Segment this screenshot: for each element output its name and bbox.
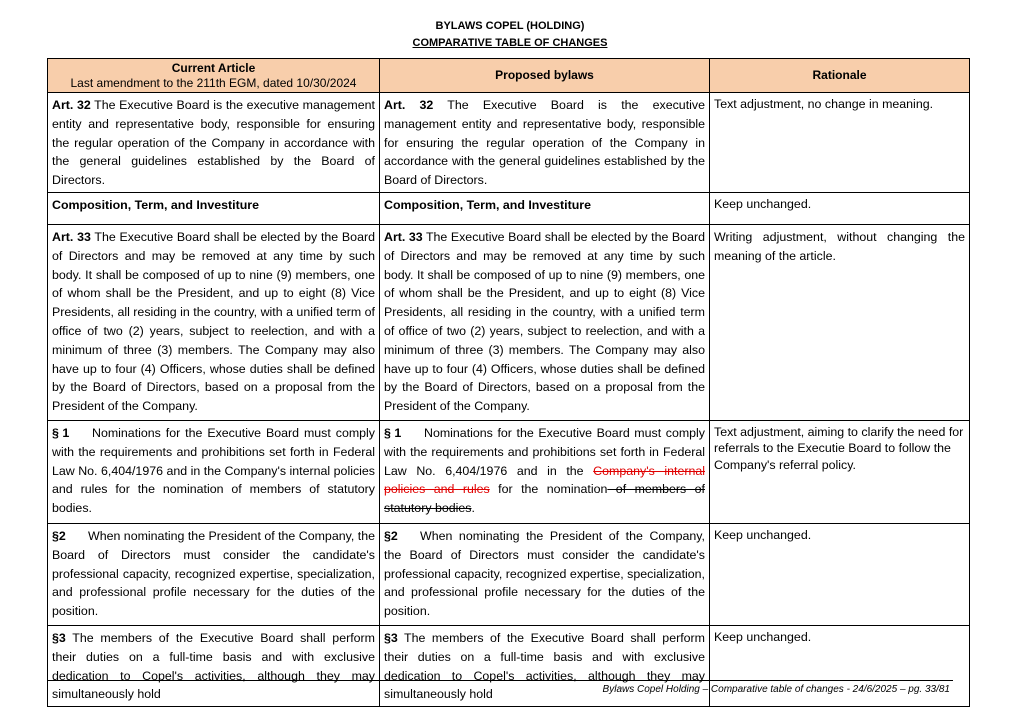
table-row <box>48 192 970 224</box>
rationale-cell: Keep unchanged. <box>710 625 970 706</box>
proposed-cell: §2 When nominating the President of the Company, the Board of Directors must consider the candidate's professional capacity, recognized expertise, specialization, and professional profile necessary for the duties of the position. <box>380 523 710 625</box>
header-current-article <box>48 59 380 93</box>
rationale-cell: Keep unchanged. <box>710 523 970 625</box>
current-cell: §3 The members of the Executive Board shall perform their duties on a full-time basis and with exclusive dedication to Copel's activities, although they may simultaneously hold <box>48 625 380 706</box>
footer-divider <box>47 680 953 681</box>
current-cell: Composition, Term, and Investiture <box>48 192 380 224</box>
comparative-table <box>47 58 970 707</box>
header-rationale: Rationale <box>710 59 970 93</box>
proposed-cell: § 1 Nominations for the Executive Board must comply with the requirements and prohibitions set forth in Federal Law No. 6,404/1976 and in the Company's internal policies and rules for the nomination of members of statutory bodies. <box>380 420 710 523</box>
proposed-cell: Art. 32 The Executive Board is the executive management entity and representative body, responsible for ensuring the regular operation of the Company in accordance with the general guidelines established by the Board of Directors. <box>380 93 710 193</box>
table-row <box>48 420 970 523</box>
proposed-cell: Art. 33 The Executive Board shall be elected by the Board of Directors and may be removed at any time by such body. It shall be composed of up to nine (9) members, one of whom shall be the President, and up to eight (8) Vice Presidents, all residing in the country, with a unified term of office of two (2) years, subject to reelection, and with a minimum of three (3) members. The Company may also have up to four (4) Officers, whose duties shall be defined by the Board of Directors, based on a proposal from the President of the Company. <box>380 224 710 420</box>
document-subtitle: COMPARATIVE TABLE OF CHANGES <box>412 37 608 49</box>
current-cell: § 1 Nominations for the Executive Board must comply with the requirements and prohibitions set forth in Federal Law No. 6,404/1976 and in the Company's internal policies and rules for the nomination of members of statutory bodies. <box>48 420 380 523</box>
table-header-row <box>48 59 970 93</box>
current-cell: §2 When nominating the President of the Company, the Board of Directors must consider the candidate's professional capacity, recognized expertise, specialization, and professional profile necessary for the duties of the position. <box>48 523 380 625</box>
proposed-cell: Composition, Term, and Investiture <box>380 192 710 224</box>
document-title: BYLAWS COPEL (HOLDING) <box>435 20 585 32</box>
proposed-cell: §3 The members of the Executive Board shall perform their duties on a full-time basis and with exclusive dedication to Copel's activities, although they may simultaneously hold <box>380 625 710 706</box>
current-cell: Art. 32 The Executive Board is the executive management entity and representative body, responsible for ensuring the regular operation of the Company in accordance with the general guidelines established by the Board of Directors. <box>48 93 380 193</box>
rationale-cell: Text adjustment, aiming to clarify the need for referrals to the Executie Board to follow the Company's referral policy. <box>710 420 970 523</box>
deleted-text: of members of statutory bodies <box>384 482 705 516</box>
rationale-cell: Writing adjustment, without changing the meaning of the article. <box>710 224 970 420</box>
table-row <box>48 523 970 625</box>
header-current-title: Current Article <box>171 60 256 75</box>
current-cell: Art. 33 The Executive Board shall be elected by the Board of Directors and may be removed at any time by such body. It shall be composed of up to nine (9) members, one of whom shall be the President, and up to eight (8) Vice Presidents, all residing in the country, with a unified term of office of two (2) years, subject to reelection, and with a minimum of three (3) members. The Company may also have up to four (4) Officers, whose duties shall be defined by the Board of Directors, based on a proposal from the President of the Company. <box>48 224 380 420</box>
rationale-cell: Keep unchanged. <box>710 192 970 224</box>
rationale-cell: Text adjustment, no change in meaning. <box>710 93 970 193</box>
deleted-text: Company's internal policies and rules <box>384 463 705 497</box>
header-proposed-bylaws: Proposed bylaws <box>380 59 710 93</box>
page-footer: Bylaws Copel Holding – Comparative table of changes - 24/6/2025 – pg. 33/81 <box>602 684 950 695</box>
header-current-subtitle: Last amendment to the 211th EGM, dated 10/30/2024 <box>70 75 357 90</box>
table-row <box>48 93 970 193</box>
table-row <box>48 224 970 420</box>
